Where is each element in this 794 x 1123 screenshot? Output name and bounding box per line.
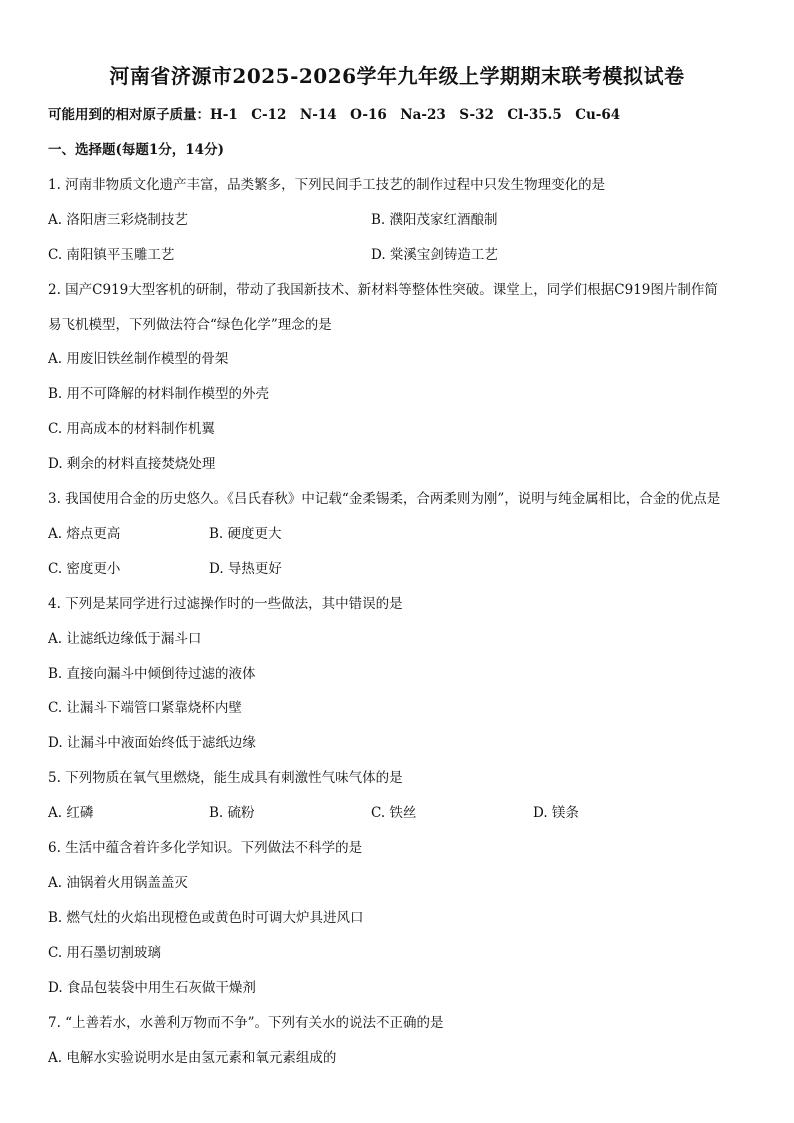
question-1-option-d: D. 棠溪宝剑铸造工艺 (371, 247, 498, 263)
question-3-option-d: D. 导热更好 (209, 561, 282, 577)
question-5-option-b: B. 硫粉 (209, 805, 255, 821)
question-4-stem: 4. 下列是某同学进行过滤操作时的一些做法，其中错误的是 (48, 596, 403, 612)
question-6-stem: 6. 生活中蕴含着许多化学知识。下列做法不科学的是 (48, 840, 363, 856)
question-1-option-a: A. 洛阳唐三彩烧制技艺 (48, 212, 188, 228)
question-2-stem-continued: 易飞机模型，下列做法符合“绿色化学”理念的是 (48, 317, 332, 333)
question-5-stem: 5. 下列物质在氧气里燃烧，能生成具有刺激性气味气体的是 (48, 770, 403, 786)
atomic-masses: 可能用到的相对原子质量：H-1 C-12 N-14 O-16 Na-23 S-32 Cl-35.5 Cu-64 (48, 107, 621, 123)
question-6-option-b: B. 燃气灶的火焰出现橙色或黄色时可调大炉具进风口 (48, 910, 364, 926)
exam-title: 河南省济源市2025-2026学年九年级上学期期末联考模拟试卷 (109, 64, 685, 88)
question-2-stem: 2. 国产C919大型客机的研制，带动了我国新技术、新材料等整体性突破。课堂上，同学们根据C919图片制作简 (48, 282, 718, 298)
question-2-option-a: A. 用废旧铁丝制作模型的骨架 (48, 351, 229, 367)
question-7-stem: 7. “上善若水，水善利万物而不争”。下列有关水的说法不正确的是 (48, 1015, 444, 1031)
question-4-option-b: B. 直接向漏斗中倾倒待过滤的液体 (48, 666, 256, 682)
question-6-option-a: A. 油锅着火用锅盖盖灭 (48, 875, 188, 891)
question-3-option-c: C. 密度更小 (48, 561, 121, 577)
question-4-option-c: C. 让漏斗下端管口紧靠烧杯内壁 (48, 700, 242, 716)
question-1-stem: 1. 河南非物质文化遗产丰富，品类繁多，下列民间手工技艺的制作过程中只发生物理变化的是 (48, 177, 606, 193)
question-2-option-c: C. 用高成本的材料制作机翼 (48, 421, 215, 437)
question-3-option-b: B. 硬度更大 (209, 526, 282, 542)
question-2-option-b: B. 用不可降解的材料制作模型的外壳 (48, 386, 270, 402)
question-2-option-d: D. 剩余的材料直接焚烧处理 (48, 456, 216, 472)
question-6-option-c: C. 用石墨切割玻璃 (48, 945, 161, 961)
question-4-option-a: A. 让滤纸边缘低于漏斗口 (48, 631, 202, 647)
question-5-option-a: A. 红磷 (48, 805, 94, 821)
question-4-option-d: D. 让漏斗中液面始终低于滤纸边缘 (48, 735, 256, 751)
question-1-option-b: B. 濮阳茂家红酒酿制 (371, 212, 498, 228)
question-5-option-c: C. 铁丝 (371, 805, 417, 821)
question-7-option-a: A. 电解水实验说明水是由氢元素和氧元素组成的 (48, 1050, 337, 1066)
question-1-option-c: C. 南阳镇平玉雕工艺 (48, 247, 175, 263)
question-3-option-a: A. 熔点更高 (48, 526, 121, 542)
question-3-stem: 3. 我国使用合金的历史悠久。《吕氏春秋》中记载“金柔锡柔，合两柔则为刚”，说明与纯金属相比，合金的优点是 (48, 491, 721, 507)
question-6-option-d: D. 食品包装袋中用生石灰做干燥剂 (48, 980, 256, 996)
question-5-option-d: D. 镁条 (533, 805, 579, 821)
section-heading: 一、选择题(每题1分，14分) (48, 142, 224, 158)
